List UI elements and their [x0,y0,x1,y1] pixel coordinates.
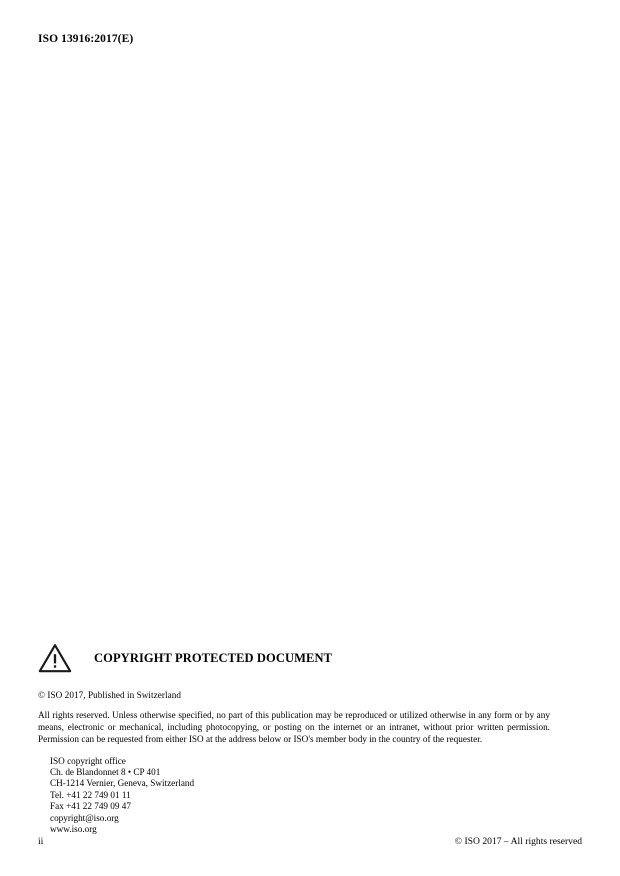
address-line-email: copyright@iso.org [50,812,119,823]
address-line: Fax +41 22 749 09 47 [50,801,131,812]
copyright-title-row [38,640,550,676]
copyright-year-line: © ISO 2017, Published in Switzerland [38,690,182,700]
copyright-protected-document-block [38,640,550,835]
warning-triangle-icon [38,643,72,673]
address-line: Tel. +41 22 749 01 11 [50,789,131,800]
address-line: ISO copyright office [50,755,126,766]
all-rights-reserved-paragraph: All rights reserved. Unless otherwise specified, no part of this publication may be reproduced or utilized otherwise in any form or by any means, electronic or mechanical, including photocopying, or posting on the internet or an intranet, without prior written permission. Permission can be requested from either ISO at the address below or ISO's member body in the country of the requester. [38,710,550,745]
page-footer [38,836,582,847]
address-line: CH-1214 Vernier, Geneva, Switzerland [50,778,195,789]
address-line: Ch. de Blandonnet 8 • CP 401 [50,767,161,778]
copyright-protected-document-title: COPYRIGHT PROTECTED DOCUMENT [94,650,333,665]
iso-copyright-office-address [50,756,550,836]
footer-page-number: ii [38,836,44,847]
footer-rights-statement: © ISO 2017 – All rights reserved [454,836,582,847]
address-line-website: www.iso.org [50,824,97,835]
document-header-reference: ISO 13916:2017(E) [38,33,134,45]
